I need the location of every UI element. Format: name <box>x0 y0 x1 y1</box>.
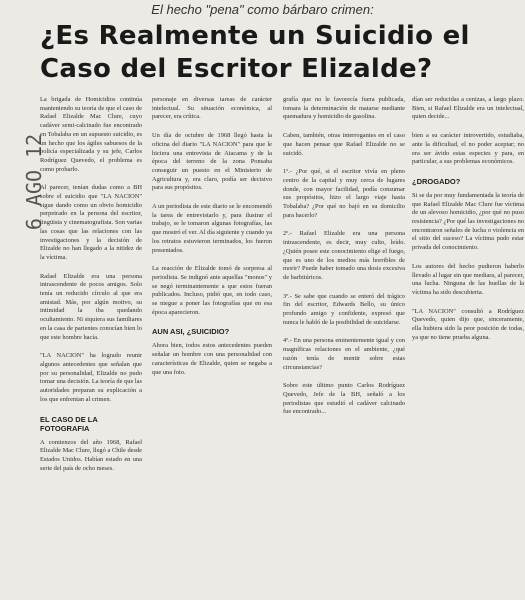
section-heading: ¿DROGADO? <box>412 176 461 186</box>
article-paragraph: La brigada de Homicidios continúa manteniendo su teoría de que el caso de Rafael Elizalde Mac Clure, cuyo cadáver semi-calcinado fue encontrado en Tobalaba en un supuesto suicidio, es un hecho que los ágiles sabuesos de la policía especializada y su jefe, Carlos Rodríguez Quevedo, el problema es como probarlo. <box>40 96 142 173</box>
article-paragraph: grafía que no le favorecía fuera publicada, tomara la determinación de matarse mediante quemadura y homicidio de gasolina. <box>283 96 405 121</box>
article-paragraph: 2º.- Rafael Elizalde era una persona intrascendente, es decir, muy culto, leído. ¿Quién posee este conocimiento elige el fuego, que es uno de los medios más horribles de morir? Puede haber tomado una dosis excesiva de barbitúricos. <box>283 230 405 281</box>
article-paragraph: Rafael Elizalde era una persona intrascendente de pocos amigos. Solo tenía un reducido círculo al que era amistad. Más, por algún motivo, su intimidad la iba quedando ocultamiento. Ni siquiera sus familiares en la casa de parientes conocían bien lo que este hombre hacía. <box>40 272 142 341</box>
article-paragraph: Ahora bien, todos estos antecedentes pueden señalar un hombre con una personalidad con características de Elizalde, quien se negaba a que una foto. <box>152 342 272 376</box>
article-paragraph: dían ser reducidas a cenizas, a largo plazo. Bien, si Rafael Elizalde era un intelectual, quien decide... <box>412 96 524 121</box>
article-paragraph: Al parecer, tenían dudas como a BH sobre el suicidio que "LA NACION" sigue dando como un obvio homicidio perpetrado en la persona del escritor, lingüista y cinematografista. Son varias las cosas que las relaciones con las investigaciones y la decisión de Elizalde no han llegado a la nitidez de la víctima. <box>40 184 142 261</box>
handwritten-date-note: 6 AGO 12 <box>22 133 47 231</box>
article-paragraph: A un periodista de este diario se le encomendó la tarea de entrevistarlo y, para ilustrar el trabajo, se le tomaron algunas fotografías, las que mostró el ver. Al día siguiente y cuando ya los retratos estuvieron terminados, los fueron presentados. <box>152 203 272 254</box>
section-heading: EL CASO DE LA FOTOGRAFIA <box>40 414 98 433</box>
article-paragraph: 3º.- Se sabe que cuando se enteró del trágico fin del escritor, Edwards Bello, su único profundo amigo y confidente, expresó que nunca le habló de la posibilidad de suicidarse. <box>283 292 405 326</box>
article-paragraph: Sobre este último punto Carlos Rodríguez Quevedo, Jefe de la BH, señaló a los periodistas que estudió el cadáver calcinado fue encontrado... <box>283 382 405 416</box>
article-paragraph: Caben, también, otras interrogantes en el caso que hacen pensar que Rafael Elizalde no se suicidó. <box>283 132 405 157</box>
section-heading: AUN ASI, ¿SUICIDIO? <box>152 327 230 337</box>
article-column-4 <box>412 96 524 352</box>
article-paragraph: "LA NACION" consultó a Rodríguez Quevedo, quien dijo que, sinceramente, ella hubiera sido la peor posición de todas, ya que no tiene prueba alguna. <box>412 307 524 341</box>
article-paragraph: 1º.- ¿Por qué, si el escritor vivía en pleno centro de la capital y muy cerca de lugares donde, con mayor facilidad, podía consumar sus propósitos, hizo el largo viaje hasta Tobalaba? ¿Por qué no bajó en su domicilio para hacerlo? <box>283 168 405 219</box>
article-paragraph: Un día de octubre de 1968 llegó hasta la oficina del diario "LA NACION" para que le hiciera una entrevista de Atacama y de la época del terreno de la zona Ponsaba conseguir un puesto en el Ministerio de Agricultura y, era claro, podía ser decisivo para sus propósitos. <box>152 132 272 192</box>
article-paragraph: "LA NACION" ha logrado reunir algunos antecedentes que señalan que por su personalidad, Elizalde no pudo tomar una decisión. La teoría de que las autoridades preparan su explicación a los que enfrentan al crimen. <box>40 352 142 403</box>
article-column-1 <box>40 96 142 483</box>
article-paragraph: A comienzos del año 1968, Rafael Elizalde Mac Clure, llegó a Chile desde Estados Unidos. Habían estado en una serie del país de ocho meses. <box>40 438 142 472</box>
article-column-2 <box>152 96 272 387</box>
article-paragraph: Los autores del hecho pudieron haberlo llevado al lugar sin que mediara, al parecer, una lucha. Ninguna de las huellas de la víctima ha sido descubierta. <box>412 262 524 296</box>
article-paragraph: 4º.- En una persona eminentemente igual y con magníficas relaciones en el ambiente, ¿qué razón tenía de mentir sobre estas circunstancias? <box>283 337 405 371</box>
article-paragraph: personaje en diversas tareas de carácter intelectual. Su situación económica, al parecer, era crítica. <box>152 96 272 121</box>
article-paragraph: bien a su carácter introvertido, estudiaba, ante la dificultad, el no poder aceptar; no era ser ávido estas especies y para, en particular, a sus problemas económicos. <box>412 132 524 166</box>
article-kicker: El hecho "pena" como bárbaro crimen: <box>151 2 374 17</box>
article-paragraph: Si se da por muy fundamentada la teoría de que Rafael Elizalde Mac Clure fue víctima de un alevoso homicidio, ¿por qué no puso resistencia? ¿Por qué las investigaciones no encontraron señales de lucha o violencia en el sitio del suceso? La víctima pudo estar privada del conocimiento. <box>412 191 524 252</box>
article-column-3 <box>283 96 405 427</box>
article-paragraph: La reacción de Elizalde tomó de sorpresa al periodista. Se indignó ante aquellas "monos" y se negó terminantemente a que estos fueran publicados. Incluso, pidió que, en todo caso, se niegue a poner las fotografías que en esa época aparecieron. <box>152 265 272 316</box>
article-headline: ¿Es Realmente un Suicidio el Caso del Escritor Elizalde? <box>40 21 470 84</box>
